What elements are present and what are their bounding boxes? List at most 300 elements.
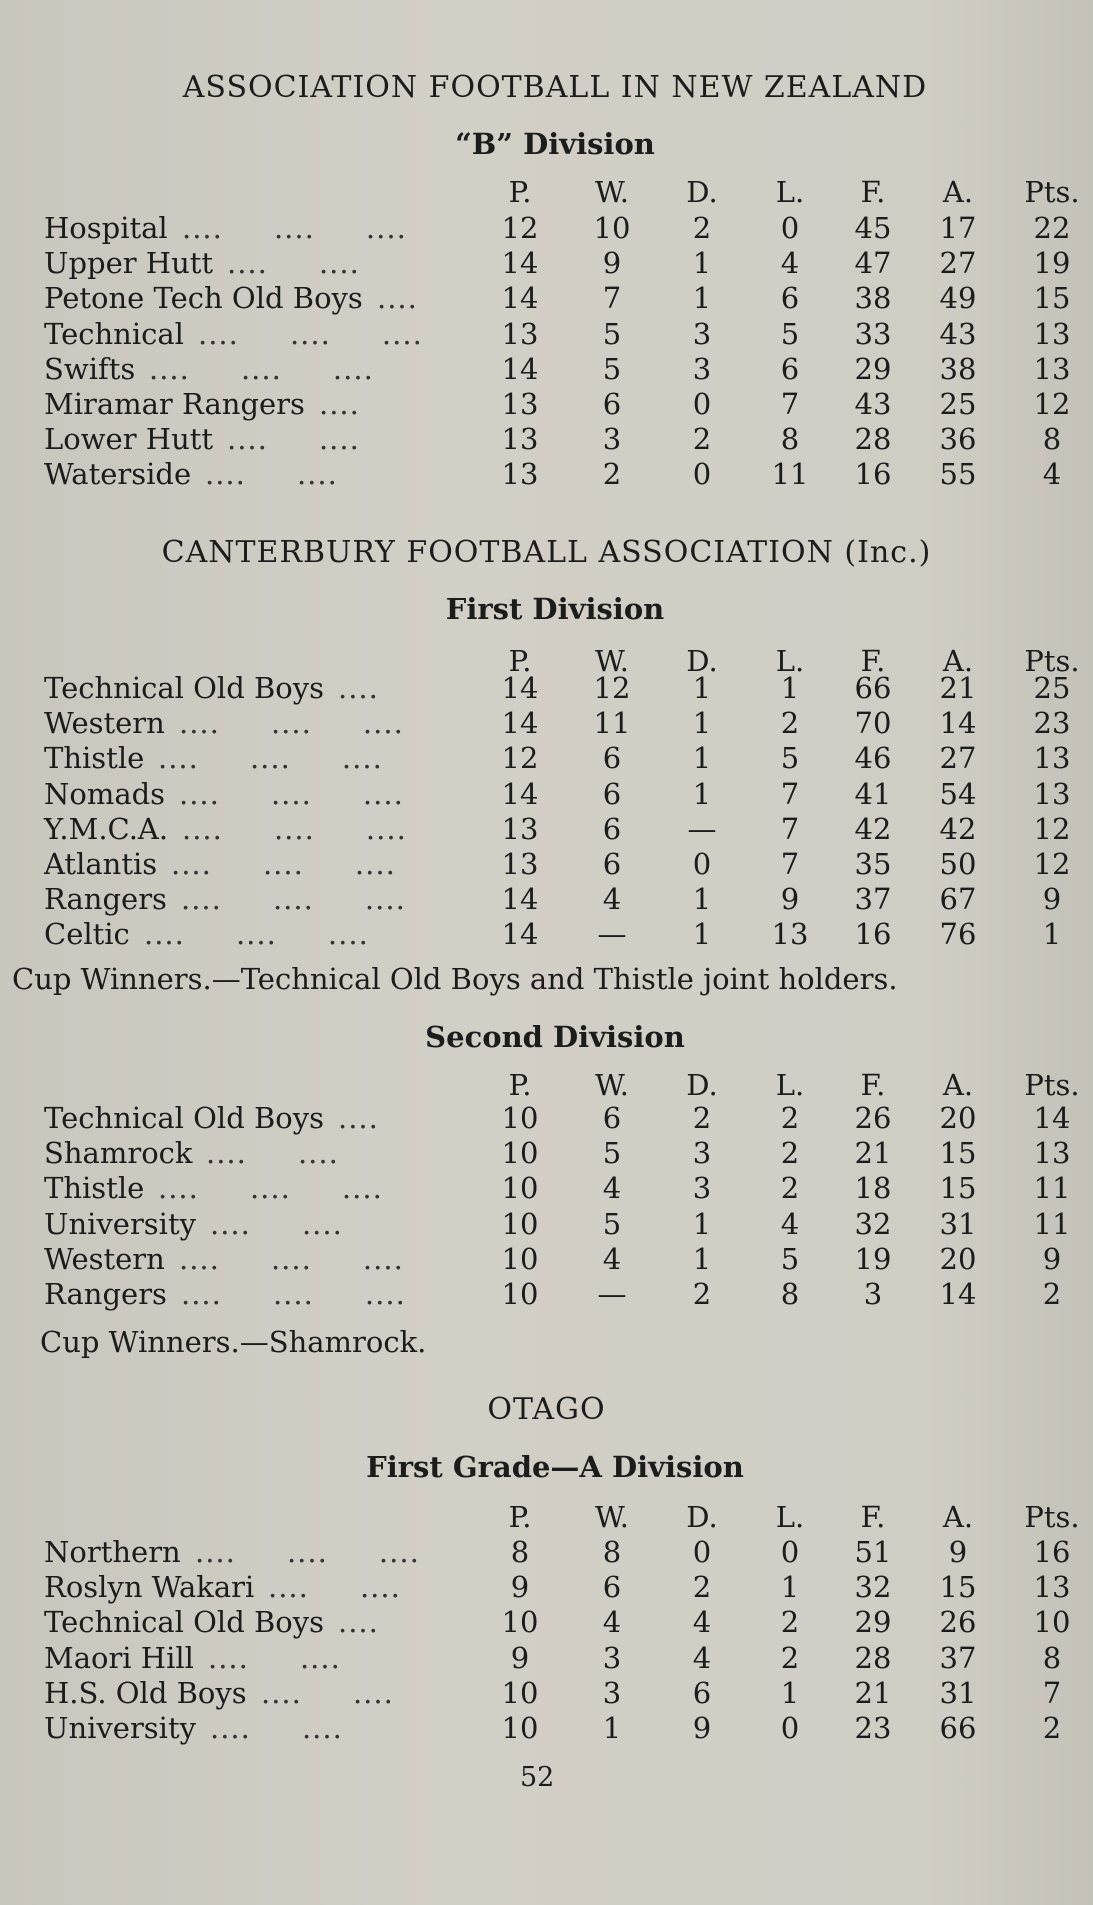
cell-played: 14: [501, 882, 539, 917]
leader-dots: .... .... ....: [198, 316, 423, 351]
cell-lost: 0: [780, 1711, 800, 1745]
team-name: [44, 422, 213, 456]
cell-for: 29: [854, 1605, 892, 1640]
cell-played: 13: [501, 316, 539, 351]
leader-dots: .... .... ....: [195, 1535, 420, 1569]
cell-for: 21: [854, 1136, 892, 1171]
cell-lost: 2: [780, 706, 800, 741]
cell-won: 3: [602, 422, 622, 457]
table-header: [0, 1068, 1093, 1103]
cell-for: 37: [854, 882, 892, 917]
team-label: Celtic: [44, 917, 130, 952]
column-header-drawn: D.: [686, 644, 718, 678]
team-name: [44, 812, 168, 846]
table-row: [0, 1570, 1093, 1605]
table-row: [0, 706, 1093, 741]
team-label: Technical Old Boys: [44, 1605, 325, 1640]
cell-points: 25: [1033, 671, 1071, 705]
column-header-for: F.: [860, 175, 886, 209]
team-name: [44, 317, 184, 351]
leader-dots: .... .... ....: [181, 1277, 406, 1311]
cell-won: 5: [602, 1136, 622, 1171]
column-header-lost: L.: [775, 1500, 805, 1534]
team-name: [44, 1242, 165, 1276]
cell-won: 2: [602, 457, 622, 492]
cell-against: 54: [939, 776, 977, 811]
leader-dots: .... .... ....: [182, 811, 407, 846]
table-row: [0, 671, 1093, 706]
leader-dots: .... ....: [210, 1206, 343, 1241]
table-row: [0, 812, 1093, 847]
page-number: 52: [520, 1762, 555, 1793]
table-row: [0, 246, 1093, 281]
column-header-points: Pts.: [1024, 1068, 1080, 1102]
team-name: [44, 1136, 192, 1170]
cell-played: 10: [501, 1605, 539, 1640]
cell-for: 45: [854, 211, 892, 245]
cell-against: 38: [939, 351, 977, 386]
cell-lost: 5: [780, 316, 800, 351]
cell-against: 26: [939, 1605, 977, 1640]
cell-lost: 4: [780, 1206, 800, 1241]
cell-points: 9: [1042, 1241, 1062, 1276]
table-header: [0, 175, 1093, 210]
cell-won: 6: [602, 776, 622, 811]
leader-dots: .... ....: [227, 422, 360, 457]
cell-drawn: 1: [692, 776, 712, 811]
team-name: [44, 1535, 181, 1569]
cell-against: 37: [939, 1640, 977, 1675]
cell-drawn: 1: [692, 741, 712, 776]
cell-against: 21: [939, 671, 977, 705]
column-header-drawn: D.: [686, 1500, 718, 1534]
cell-lost: 4: [780, 246, 800, 281]
team-label: Swifts: [44, 351, 136, 386]
cell-drawn: 2: [692, 1101, 712, 1135]
team-label: Thistle: [44, 741, 145, 776]
cell-against: 15: [939, 1570, 977, 1605]
cell-against: 27: [939, 741, 977, 776]
team-label: Y.M.C.A.: [44, 811, 169, 846]
cell-played: 10: [501, 1675, 539, 1710]
team-label: Hospital: [44, 211, 168, 245]
leader-dots: .... ....: [210, 1711, 343, 1745]
leader-dots: .... ....: [208, 1640, 341, 1675]
cell-against: 15: [939, 1171, 977, 1206]
cell-drawn: 1: [692, 671, 712, 705]
cell-against: 20: [939, 1241, 977, 1276]
cell-against: 31: [939, 1675, 977, 1710]
cell-won: 4: [602, 1241, 622, 1276]
column-header-against: A.: [942, 1068, 974, 1102]
cell-lost: 7: [780, 387, 800, 421]
cell-against: 27: [939, 246, 977, 281]
cell-won: 6: [602, 387, 622, 421]
column-header-lost: L.: [775, 1068, 805, 1102]
team-name: [44, 352, 135, 386]
cell-against: 67: [939, 882, 977, 917]
cell-won: 9: [602, 246, 622, 281]
cell-drawn: 2: [692, 1277, 712, 1311]
table-row: [0, 211, 1093, 246]
team-name: [44, 211, 168, 245]
team-label: Upper Hutt: [44, 246, 214, 281]
cell-played: 14: [501, 351, 539, 386]
cell-points: 11: [1033, 1206, 1071, 1241]
column-header-won: W.: [595, 1068, 629, 1102]
team-label: Miramar Rangers: [44, 387, 305, 421]
cell-drawn: 2: [692, 211, 712, 245]
team-name: [44, 1277, 167, 1311]
team-label: Thistle: [44, 1171, 145, 1206]
cell-won: 6: [602, 741, 622, 776]
cell-points: 10: [1033, 1605, 1071, 1640]
cell-points: 4: [1042, 457, 1062, 492]
table-row: [0, 1605, 1093, 1640]
column-header-drawn: D.: [686, 1068, 718, 1102]
cell-against: 20: [939, 1101, 977, 1135]
table-row: [0, 1676, 1093, 1711]
cell-drawn: 1: [692, 281, 712, 316]
team-label: Western: [44, 706, 165, 741]
cell-for: 43: [854, 387, 892, 421]
cell-won: 3: [602, 1640, 622, 1675]
cell-lost: 2: [780, 1136, 800, 1171]
leader-dots: .... .... ....: [179, 706, 404, 741]
cell-lost: 0: [780, 1535, 800, 1569]
team-name: [44, 777, 165, 811]
cell-points: 9: [1042, 882, 1062, 917]
cell-drawn: 1: [692, 917, 712, 952]
cell-points: 15: [1033, 281, 1071, 316]
team-name: [44, 1641, 194, 1675]
cell-lost: 0: [780, 211, 800, 245]
cell-drawn: 9: [692, 1711, 712, 1745]
cell-lost: 9: [780, 882, 800, 917]
cell-for: 28: [854, 422, 892, 457]
cell-points: 22: [1033, 211, 1071, 245]
cell-against: 76: [939, 917, 977, 952]
section-heading: CANTERBURY FOOTBALL ASSOCIATION (Inc.): [161, 535, 932, 570]
cell-for: 38: [854, 281, 892, 316]
team-name: [44, 281, 363, 315]
cell-for: 41: [854, 776, 892, 811]
cell-points: 19: [1033, 246, 1071, 281]
cell-lost: 6: [780, 281, 800, 316]
table-row: [0, 387, 1093, 422]
cell-drawn: 3: [692, 351, 712, 386]
cell-drawn: 4: [692, 1640, 712, 1675]
cell-played: 10: [501, 1206, 539, 1241]
cell-lost: 2: [780, 1101, 800, 1135]
cell-played: 13: [501, 387, 539, 421]
cell-against: 43: [939, 316, 977, 351]
cell-lost: 1: [780, 1675, 800, 1710]
team-name: [44, 1711, 196, 1745]
cell-played: 14: [501, 917, 539, 952]
leader-dots: .... .... ....: [181, 882, 406, 917]
cell-points: 12: [1033, 847, 1071, 881]
table-row: [0, 1101, 1093, 1136]
cell-for: 42: [854, 811, 892, 846]
cell-points: 1: [1042, 917, 1062, 952]
team-name: [44, 457, 191, 491]
cell-drawn: 0: [692, 457, 712, 492]
cell-drawn: 0: [692, 1535, 712, 1569]
cell-for: 35: [854, 847, 892, 881]
column-header-against: A.: [942, 1500, 974, 1534]
cell-played: 13: [501, 422, 539, 457]
cell-points: 13: [1033, 776, 1071, 811]
cell-points: 12: [1033, 387, 1071, 421]
team-name: [44, 1101, 324, 1135]
leader-dots: ....: [338, 1605, 379, 1640]
division-heading: Second Division: [425, 1020, 685, 1054]
cell-drawn: 2: [692, 422, 712, 457]
cell-won: 6: [602, 811, 622, 846]
cell-points: 14: [1033, 1101, 1071, 1135]
cell-points: 2: [1042, 1711, 1062, 1745]
table-row: [0, 1711, 1093, 1746]
cell-lost: 8: [780, 422, 800, 457]
cell-points: 13: [1033, 351, 1071, 386]
team-label: H.S. Old Boys: [44, 1675, 247, 1710]
cell-won: 7: [602, 281, 622, 316]
cell-lost: 5: [780, 741, 800, 776]
cell-won: 10: [593, 211, 631, 245]
cell-for: 23: [854, 1711, 892, 1745]
team-label: Northern: [44, 1535, 181, 1569]
leader-dots: .... ....: [227, 246, 360, 281]
cell-won: 6: [602, 1570, 622, 1605]
team-label: Atlantis: [44, 847, 158, 881]
team-name: [44, 847, 157, 881]
cell-for: 46: [854, 741, 892, 776]
leader-dots: .... .... ....: [144, 917, 369, 952]
leader-dots: .... .... ....: [182, 211, 407, 245]
team-name: [44, 882, 167, 916]
leader-dots: .... .... ....: [179, 776, 404, 811]
table-row: [0, 847, 1093, 882]
table-row: [0, 741, 1093, 776]
team-name: [44, 1676, 247, 1710]
column-header-points: Pts.: [1024, 175, 1080, 209]
cell-lost: 7: [780, 776, 800, 811]
cell-played: 12: [501, 741, 539, 776]
cell-for: 70: [854, 706, 892, 741]
cell-drawn: 1: [692, 246, 712, 281]
cell-won: 11: [593, 706, 631, 741]
cell-points: 11: [1033, 1171, 1071, 1206]
team-name: [44, 706, 165, 740]
cell-won: 3: [602, 1675, 622, 1710]
cell-lost: 7: [780, 811, 800, 846]
column-header-for: F.: [860, 1068, 886, 1102]
cell-points: 23: [1033, 706, 1071, 741]
cell-against: 14: [939, 706, 977, 741]
cell-for: 32: [854, 1570, 892, 1605]
cell-lost: 11: [771, 457, 809, 492]
team-label: Petone Tech Old Boys: [44, 281, 363, 316]
column-header-against: A.: [942, 175, 974, 209]
column-header-drawn: D.: [686, 175, 718, 209]
table-row: [0, 1207, 1093, 1242]
cell-for: 26: [854, 1101, 892, 1135]
team-label: Technical Old Boys: [44, 671, 325, 705]
cell-played: 14: [501, 706, 539, 741]
cell-won: 5: [602, 1206, 622, 1241]
cell-for: 66: [854, 671, 892, 705]
cell-points: 13: [1033, 741, 1071, 776]
cell-lost: 1: [780, 1570, 800, 1605]
cell-played: 8: [510, 1535, 530, 1569]
cell-played: 12: [501, 211, 539, 245]
cell-against: 25: [939, 387, 977, 421]
table-row: [0, 1136, 1093, 1171]
column-header-won: W.: [595, 175, 629, 209]
leader-dots: .... .... ....: [158, 1171, 383, 1206]
cell-played: 9: [510, 1640, 530, 1675]
team-label: Rangers: [44, 882, 167, 917]
cell-played: 13: [501, 847, 539, 881]
cell-points: 8: [1042, 1640, 1062, 1675]
cell-points: 2: [1042, 1277, 1062, 1311]
cell-drawn: —: [687, 811, 717, 846]
cell-won: —: [597, 1277, 627, 1311]
cell-won: 1: [602, 1711, 622, 1745]
cell-points: 12: [1033, 811, 1071, 846]
division-heading: First Division: [445, 592, 665, 626]
table-row: [0, 1171, 1093, 1206]
cell-for: 51: [854, 1535, 892, 1569]
table-row: [0, 281, 1093, 316]
cell-for: 21: [854, 1675, 892, 1710]
cell-against: 50: [939, 847, 977, 881]
cell-lost: 5: [780, 1241, 800, 1276]
table-row: [0, 352, 1093, 387]
team-name: [44, 917, 130, 951]
column-header-against: A.: [942, 644, 974, 678]
cell-against: 42: [939, 811, 977, 846]
cell-against: 17: [939, 211, 977, 245]
leader-dots: .... ....: [261, 1675, 394, 1710]
column-header-for: F.: [860, 644, 886, 678]
cell-against: 9: [948, 1535, 968, 1569]
team-name: [44, 246, 213, 280]
leader-dots: .... ....: [205, 457, 338, 492]
cell-won: 4: [602, 1605, 622, 1640]
cell-lost: 6: [780, 351, 800, 386]
leader-dots: .... .... ....: [149, 351, 374, 386]
cell-against: 36: [939, 422, 977, 457]
cell-drawn: 4: [692, 1605, 712, 1640]
cell-played: 10: [501, 1136, 539, 1171]
cup-winners-note: Cup Winners.—Technical Old Boys and Thistle joint holders.: [12, 962, 898, 996]
cell-drawn: 0: [692, 847, 712, 881]
cell-lost: 1: [780, 671, 800, 705]
cup-winners-note: Cup Winners.—Shamrock.: [40, 1325, 427, 1359]
column-header-played: P.: [508, 175, 532, 209]
column-header-for: F.: [860, 1500, 886, 1534]
leader-dots: .... .... ....: [158, 741, 383, 776]
team-name: [44, 1207, 196, 1241]
cell-for: 16: [854, 917, 892, 952]
cell-drawn: 1: [692, 706, 712, 741]
column-header-lost: L.: [775, 644, 805, 678]
team-label: Shamrock: [44, 1136, 193, 1171]
cell-against: 31: [939, 1206, 977, 1241]
cell-points: 7: [1042, 1675, 1062, 1710]
cell-points: 13: [1033, 316, 1071, 351]
cell-lost: 2: [780, 1605, 800, 1640]
cell-against: 55: [939, 457, 977, 492]
team-name: [44, 671, 324, 705]
cell-played: 10: [501, 1171, 539, 1206]
leader-dots: ....: [377, 281, 418, 316]
table-row: [0, 422, 1093, 457]
cell-played: 10: [501, 1101, 539, 1135]
team-name: [44, 741, 144, 775]
cell-lost: 13: [771, 917, 809, 952]
cell-won: 4: [602, 882, 622, 917]
column-header-played: P.: [508, 1068, 532, 1102]
cell-for: 47: [854, 246, 892, 281]
cell-for: 32: [854, 1206, 892, 1241]
column-header-lost: L.: [775, 175, 805, 209]
cell-points: 8: [1042, 422, 1062, 457]
leader-dots: .... ....: [268, 1570, 401, 1605]
cell-played: 14: [501, 776, 539, 811]
cell-drawn: 3: [692, 1136, 712, 1171]
cell-drawn: 2: [692, 1570, 712, 1605]
team-label: Lower Hutt: [44, 422, 214, 457]
cell-drawn: 3: [692, 316, 712, 351]
cell-drawn: 0: [692, 387, 712, 421]
team-label: Maori Hill: [44, 1640, 194, 1675]
cell-points: 16: [1033, 1535, 1071, 1569]
team-label: Roslyn Wakari: [44, 1570, 255, 1605]
team-label: Waterside: [44, 457, 192, 492]
leader-dots: .... ....: [206, 1136, 339, 1171]
cell-for: 28: [854, 1640, 892, 1675]
team-name: [44, 1570, 254, 1604]
cell-played: 9: [510, 1570, 530, 1605]
division-heading: First Grade—A Division: [366, 1450, 744, 1484]
column-header-won: W.: [595, 644, 629, 678]
table-row: [0, 1242, 1093, 1277]
team-label: University: [44, 1711, 196, 1745]
cell-for: 16: [854, 457, 892, 492]
cell-won: 5: [602, 351, 622, 386]
column-header-points: Pts.: [1024, 1500, 1080, 1534]
cell-for: 19: [854, 1241, 892, 1276]
cell-points: 13: [1033, 1570, 1071, 1605]
leader-dots: ....: [338, 671, 379, 705]
cell-lost: 8: [780, 1277, 800, 1311]
column-header-won: W.: [595, 1500, 629, 1534]
cell-drawn: 6: [692, 1675, 712, 1710]
cell-against: 15: [939, 1136, 977, 1171]
team-name: [44, 1171, 144, 1205]
cell-lost: 7: [780, 847, 800, 881]
cell-against: 49: [939, 281, 977, 316]
cell-played: 14: [501, 246, 539, 281]
column-header-played: P.: [508, 1500, 532, 1534]
table-header: [0, 1500, 1093, 1535]
team-name: [44, 387, 305, 421]
cell-drawn: 1: [692, 1241, 712, 1276]
cell-points: 13: [1033, 1136, 1071, 1171]
